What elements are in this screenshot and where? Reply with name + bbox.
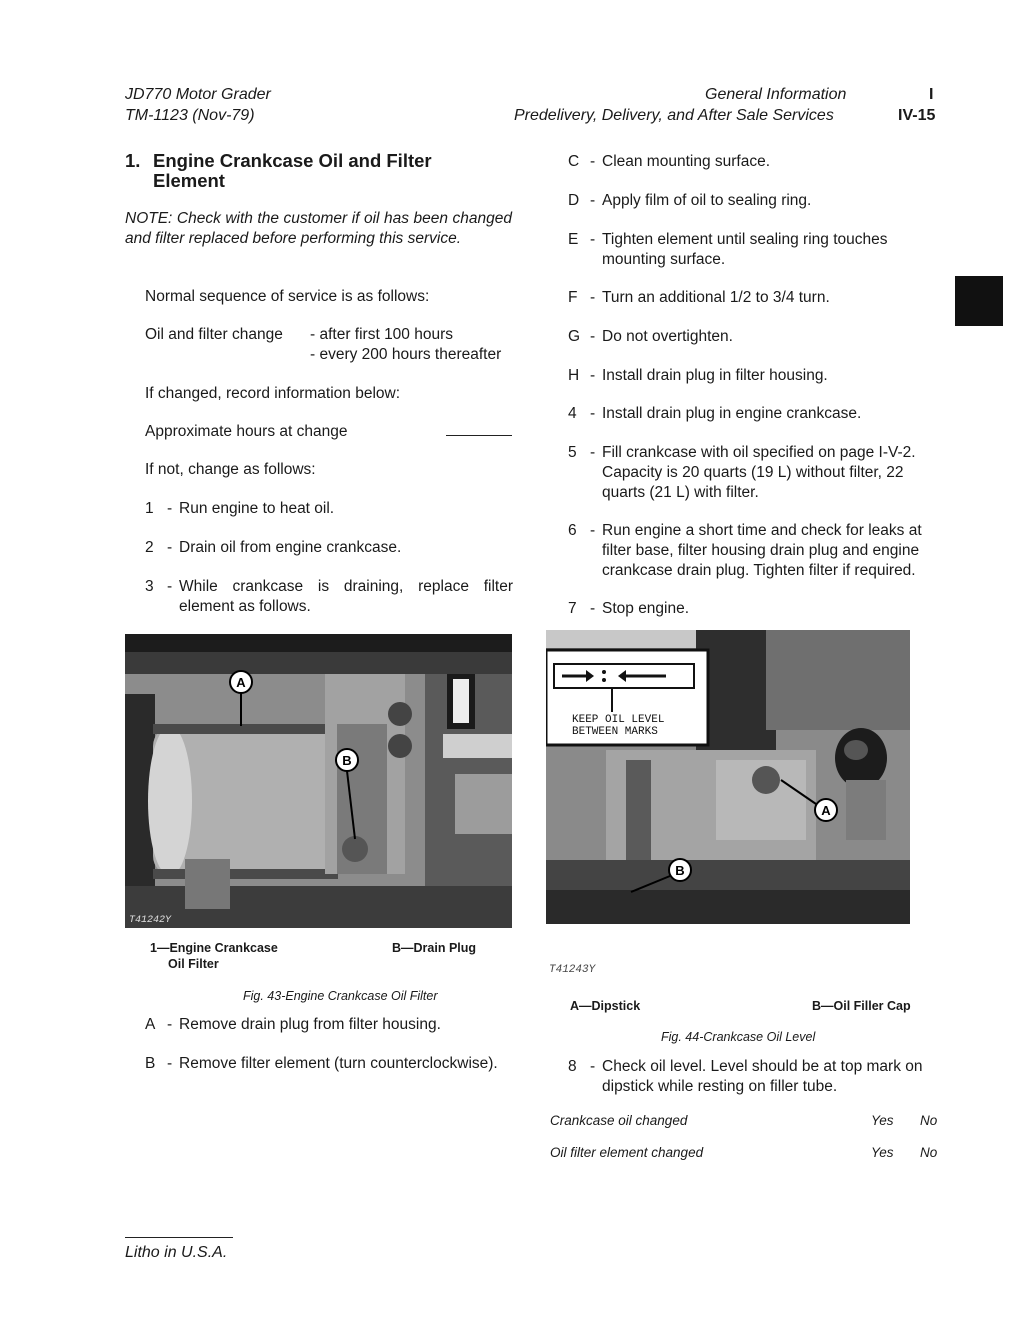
- section-title-line1: Engine Crankcase Oil and Filter: [153, 150, 432, 171]
- checklist-oil-yes[interactable]: Yes: [871, 1113, 894, 1128]
- header-left-title: JD770 Motor Grader: [125, 86, 271, 103]
- list-item: 6 - Run engine a short time and check for leaks at filter base, filter housing drain plug and engine crankcase drain plug. Tighten filter if required.: [568, 522, 922, 579]
- section-title-line2: Element: [153, 170, 225, 191]
- header-section-numeral: I: [929, 86, 934, 103]
- list-item: H - Install drain plug in filter housing.: [568, 367, 828, 384]
- fig43-callout-a: A: [236, 675, 246, 690]
- list-item: E - Tighten element until sealing ring touches mounting surface.: [568, 231, 888, 268]
- fig44-callout-b: B: [675, 863, 685, 878]
- header-center-title: General Information: [705, 86, 847, 103]
- change-schedule-interval: - every 200 hours thereafter: [310, 346, 502, 363]
- if-changed-text: If changed, record information below:: [145, 385, 401, 402]
- steps-right-list: [568, 152, 938, 619]
- list-item: 4 - Install drain plug in engine crankcase.: [568, 405, 862, 422]
- fig43-legend-a-line2: Oil Filter: [168, 957, 219, 971]
- if-not-text: If not, change as follows:: [145, 461, 316, 478]
- list-item: D - Apply film of oil to sealing ring.: [568, 192, 812, 209]
- fig44-photo: [546, 630, 910, 924]
- header-center-subtitle: Predelivery, Delivery, and After Sale Services: [514, 107, 834, 124]
- steps-left-list: [145, 499, 513, 617]
- steps-fig43-list: [145, 1015, 515, 1074]
- fig43-photo: [125, 634, 512, 928]
- fig43-legend-b: B—Drain Plug: [392, 941, 477, 955]
- section-thumb-tab: [955, 276, 1003, 326]
- list-item: 7 - Stop engine.: [568, 600, 690, 617]
- normal-sequence-text: Normal sequence of service is as follows:: [145, 288, 430, 305]
- list-item: A - Remove drain plug from filter housing.: [145, 1016, 441, 1033]
- footer-rule: [125, 1237, 233, 1238]
- fig44-callout-a: A: [821, 803, 831, 818]
- service-note: NOTE: Check with the customer if oil has been changed and filter replaced before performing this service.: [125, 210, 512, 247]
- fig44-photo-code: T41243Y: [549, 964, 596, 976]
- checklist-oil-no[interactable]: No: [920, 1113, 938, 1128]
- step8: [568, 1057, 938, 1097]
- checklist-filter-yes[interactable]: Yes: [871, 1145, 894, 1160]
- list-item: 1 - Run engine to heat oil.: [145, 500, 335, 517]
- approx-hours-label: Approximate hours at change: [145, 423, 348, 440]
- fig44-caption: Fig. 44-Crankcase Oil Level: [661, 1030, 816, 1044]
- list-item: B - Remove filter element (turn counterclockwise).: [145, 1055, 498, 1072]
- list-item: 2 - Drain oil from engine crankcase.: [145, 539, 402, 556]
- list-item: 5 - Fill crankcase with oil specified on page I-V-2. Capacity is 20 quarts (19 L) without filter, 22 quarts (21 L) with filter.: [568, 444, 916, 501]
- list-item: 8 - Check oil level. Level should be at top mark on dipstick while resting on filler tube.: [568, 1058, 923, 1095]
- change-schedule-first: - after first 100 hours: [310, 326, 454, 343]
- fig43-legend-a-line1: 1—Engine Crankcase: [150, 941, 278, 955]
- approx-hours-blank[interactable]: [446, 435, 512, 436]
- checklist-filter-no[interactable]: No: [920, 1145, 938, 1160]
- fig44-legend-b: B—Oil Filler Cap: [812, 999, 911, 1013]
- list-item: F - Turn an additional 1/2 to 3/4 turn.: [568, 289, 830, 306]
- list-item: 3 - While crankcase is draining, replace filter element as follows.: [145, 578, 513, 615]
- header-page-number: IV-15: [898, 107, 936, 124]
- checklist-item-oil: Crankcase oil changed: [550, 1113, 688, 1128]
- list-item: C - Clean mounting surface.: [568, 153, 771, 170]
- fig43-photo-code: T41242Y: [129, 915, 172, 926]
- fig44-sticker-line1: KEEP OIL LEVEL: [572, 714, 665, 726]
- fig44-sticker-line2: BETWEEN MARKS: [572, 726, 658, 738]
- header-left-code: TM-1123 (Nov-79): [125, 107, 255, 124]
- section-number: 1.: [125, 150, 141, 171]
- fig43-callout-b: B: [342, 753, 352, 768]
- list-item: G - Do not overtighten.: [568, 328, 733, 345]
- change-schedule-label: Oil and filter change: [145, 326, 283, 343]
- fig44-legend-a: A—Dipstick: [570, 999, 641, 1013]
- fig43-caption: Fig. 43-Engine Crankcase Oil Filter: [243, 989, 438, 1003]
- checklist-item-filter: Oil filter element changed: [550, 1145, 704, 1160]
- footer-litho: Litho in U.S.A.: [125, 1244, 228, 1261]
